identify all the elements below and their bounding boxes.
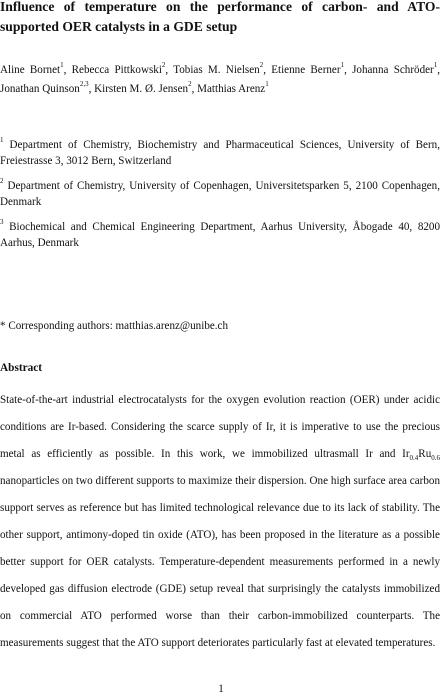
abstract-heading: Abstract: [0, 362, 43, 374]
affiliation-mark: 3: [0, 218, 4, 227]
author-name: Jonathan Quinson: [0, 83, 80, 95]
author-name: Aline Bornet: [0, 64, 61, 76]
author-affiliation-mark: 1: [433, 61, 438, 70]
author-name: Matthias Arenz: [197, 83, 266, 95]
affiliation-copenhagen: [0, 179, 440, 210]
author-list: [0, 61, 440, 99]
author-affiliation-mark: 2: [188, 80, 192, 89]
formula-subscript: 0.6: [431, 454, 440, 463]
author: [352, 61, 438, 76]
affiliation-mark: 1: [0, 136, 4, 145]
author-affiliation-mark: 2: [259, 61, 264, 70]
affiliation-text: Department of Chemistry, University of Copenhagen, Universitetsparken 5, 2100 Copenhagen, Denmark: [0, 180, 440, 208]
abstract-text-part: nanoparticles on two different supports to maximize their dispersion. One high surface area carbon support serves as reference but has limited technological relevance due to its lack of stability. The other support, antimony-doped tin oxide (ATO), has been proposed in the literature as a possible better support for OER catalysts. Temperature-dependent measurements performed in a newly developed gas diffusion electrode (GDE) setup reveal that surprisingly the catalysts immobilized on commercial ATO performed worse than their carbon-immobilized counterparts. The measurements suggest that the ATO support deteriorates particularly fast at elevated temperatures.: [0, 475, 440, 649]
author-name: Rebecca Pittkowski: [71, 64, 162, 76]
author-separator: ,: [88, 83, 95, 95]
author-affiliation-mark: 1: [265, 80, 269, 89]
author-separator: ,: [165, 64, 174, 76]
author: [197, 80, 269, 95]
affiliation-mark: 2: [0, 177, 4, 186]
author-separator: ,: [344, 64, 353, 76]
paper-title: Influence of temperature on the performance of carbon- and ATO-supported OER catalysts in a GDE setup: [0, 0, 440, 34]
affiliation-text: Biochemical and Chemical Engineering Department, Aarhus University, Åbogade 40, 8200 Aarhus, Denmark: [0, 221, 441, 249]
affiliation-text: Department of Chemistry, Biochemistry and Pharmaceutical Sciences, University of Bern, Freiestrasse 3, 3012 Bern, Switzerland: [0, 139, 440, 167]
author: [173, 61, 264, 76]
author-name: Johanna Schröder: [352, 64, 434, 76]
author-separator: ,: [63, 64, 72, 76]
author-affiliation-mark: 1: [60, 61, 64, 70]
abstract-text-part: State-of-the-art industrial electrocatalysts for the oxygen evolution reaction (OER) under acidic conditions are Ir-based. Considering the scarce supply of Ir, it is imperative to use the precious metal as efficiently as possible. In this work, we immobilized ultrasmall Ir and Ir: [0, 394, 440, 460]
author-name: Kirsten M. Ø. Jensen: [94, 83, 189, 95]
author: [71, 61, 166, 76]
affiliation-bern: [0, 138, 440, 169]
author-affiliation-mark: 2,3: [79, 80, 89, 89]
abstract-text-part: Ru: [418, 448, 432, 460]
author-separator: ,: [191, 83, 198, 95]
author-affiliation-mark: 2: [161, 61, 166, 70]
author-separator: ,: [263, 64, 272, 76]
formula-subscript: 0.4: [409, 454, 419, 463]
author: [0, 80, 89, 95]
author-separator: ,: [437, 64, 441, 76]
abstract-body: [0, 387, 440, 657]
author-name: Tobias M. Nielsen: [173, 64, 260, 76]
author: [0, 61, 64, 76]
affiliation-aarhus: [0, 220, 440, 251]
author: [94, 80, 192, 95]
author-affiliation-mark: 1: [340, 61, 345, 70]
author: [271, 61, 345, 76]
author-name: Etienne Berner: [271, 64, 341, 76]
page-number: 1: [218, 683, 224, 695]
corresponding-author-note: * Corresponding authors: matthias.arenz@unibe.ch: [0, 320, 229, 332]
